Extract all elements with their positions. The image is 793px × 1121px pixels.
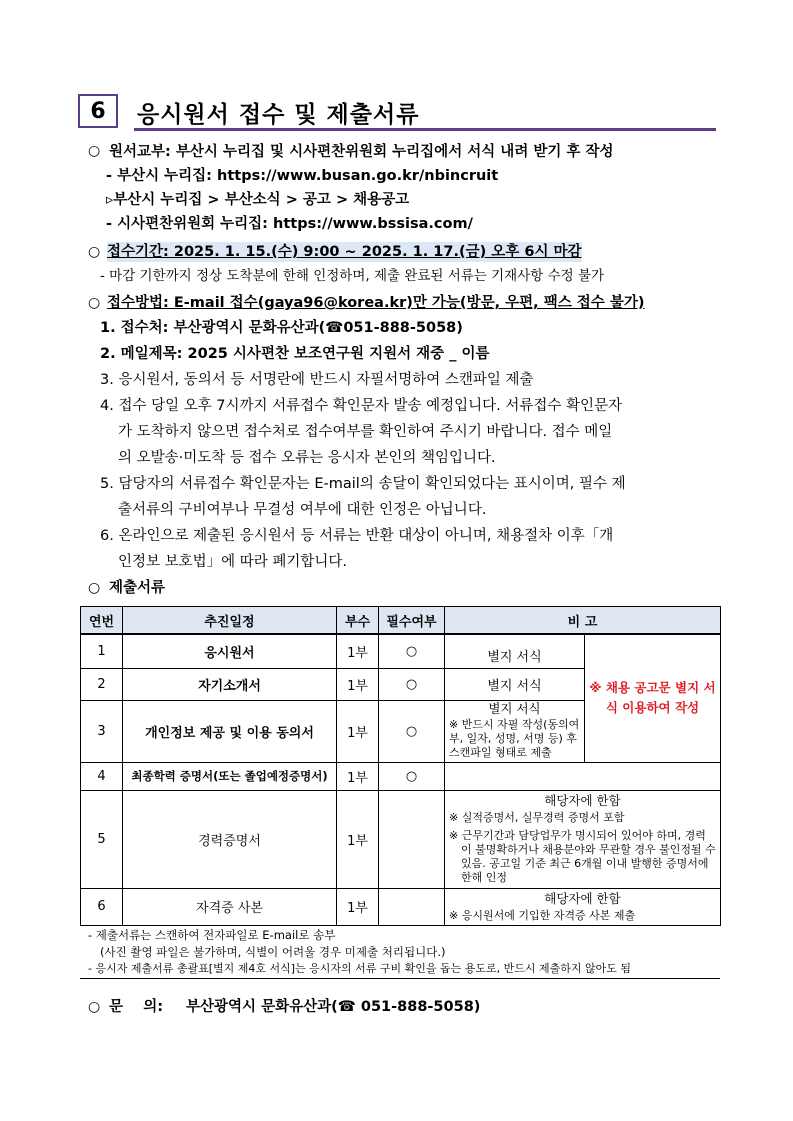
row-subnote: ※ 근무기간과 담당업무가 명시되어 있어야 하며, 경력이 불명확하거나 채용분야와 무관할 경우 불인정될 수 있음. 공고일 기준 최근 6개월 이내 발행한 증명서에 한해 인정 xyxy=(449,829,716,884)
row-copies: 1부 xyxy=(337,700,379,762)
col-header-no: 연번 xyxy=(81,607,123,635)
section-title: 응시원서 접수 및 제출서류 xyxy=(137,102,420,128)
footnote-1: - 제출서류는 스캔하여 전자파일로 E-mail로 송부 xyxy=(88,928,336,942)
row-no: 5 xyxy=(81,790,123,888)
documents-table xyxy=(80,606,721,926)
row-no: 1 xyxy=(81,634,123,668)
method-item-6-cont: 인정보 보호법」에 따라 폐기합니다. xyxy=(118,554,348,570)
bssisa-site-link[interactable]: - 시사편찬위원회 누리집: https://www.bssisa.com/ xyxy=(106,216,473,232)
circle-bullet-icon: ○ xyxy=(88,999,101,1015)
period-note: - 마감 기한까지 정상 도착분에 한해 인정하며, 제출 완료된 서류는 기재사항 수정 불가 xyxy=(100,268,605,284)
inquiry-contact: 부산광역시 문화유산과(☎ 051-888-5058) xyxy=(186,999,481,1015)
method-item-2: 2. 메일제목: 2025 시사편찬 보조연구원 지원서 재중 _ 이름 xyxy=(100,346,490,362)
row-note: 해당자에 한함 xyxy=(544,793,621,808)
row-required xyxy=(379,790,445,888)
row-no: 3 xyxy=(81,700,123,762)
red-note: ※ 채용 공고문 별지 서식 이용하여 작성 xyxy=(585,634,721,762)
footnote-divider xyxy=(80,978,720,979)
row-required: ○ xyxy=(379,762,445,790)
table-row xyxy=(81,762,721,790)
circle-bullet-icon: ○ xyxy=(88,143,101,159)
footnote-3: - 응시자 제출서류 총괄표[별지 제4호 서식]는 응시자의 서류 구비 확인을 돕는 용도로, 반드시 제출하지 않아도 됨 xyxy=(88,962,632,975)
row-required: ○ xyxy=(379,700,445,762)
row-note: 별지 서식 xyxy=(445,668,585,700)
method-item-4-cont: 의 오발송·미도착 등 접수 오류는 응시자 본인의 책임입니다. xyxy=(118,450,496,466)
row-item: 개인정보 제공 및 이용 동의서 xyxy=(123,700,337,762)
documents-heading: 제출서류 xyxy=(109,580,166,596)
col-header-required: 필수여부 xyxy=(379,607,445,635)
row-copies: 1부 xyxy=(337,790,379,888)
row-no: 4 xyxy=(81,762,123,790)
row-item: 응시원서 xyxy=(123,634,337,668)
row-note: 해당자에 한함 xyxy=(544,890,621,906)
application-method: 접수방법: E-mail 접수(gaya96@korea.kr)만 가능(방문, 우편, 팩스 접수 불가) xyxy=(107,295,645,311)
form-distribution: 원서교부: 부산시 누리집 및 시사편찬위원회 누리집에서 서식 내려 받기 후 작성 xyxy=(109,144,614,160)
application-period: 접수기간: 2025. 1. 15.(수) 9:00 ~ 2025. 1. 17.(금) 오후 6시 마감 xyxy=(107,244,582,260)
row-note: 별지 서식 xyxy=(488,700,541,716)
row-copies: 1부 xyxy=(337,634,379,668)
table-row xyxy=(81,634,721,668)
row-subnote: ※ 반드시 자필 작성(동의여부, 일자, 성명, 서명 등) 후 스캔파일 형태로 제출 xyxy=(449,717,580,759)
row-item: 자격증 사본 xyxy=(123,888,337,925)
circle-bullet-icon: ○ xyxy=(88,244,101,260)
table-row xyxy=(81,888,721,925)
section-number: 6 xyxy=(78,94,118,128)
method-item-4: 4. 접수 당일 오후 7시까지 서류접수 확인문자 발송 예정입니다. 서류접수 확인문자 xyxy=(100,398,622,414)
table-row xyxy=(81,790,721,888)
row-no: 6 xyxy=(81,888,123,925)
circle-bullet-icon: ○ xyxy=(88,580,101,596)
row-item: 경력증명서 xyxy=(123,790,337,888)
col-header-item: 추진일정 xyxy=(123,607,337,635)
busan-site-path: ▹부산시 누리집 > 부산소식 > 공고 > 채용공고 xyxy=(106,192,410,208)
footnote-2: (사진 촬영 파일은 불가하며, 식별이 어려울 경우 미제출 처리됩니다.) xyxy=(100,945,446,959)
method-item-5: 5. 담당자의 서류접수 확인문자는 E-mail의 송달이 확인되었다는 표시이며, 필수 제 xyxy=(100,476,626,492)
row-subnote: ※ 응시원서에 기입한 자격증 사본 제출 xyxy=(449,908,636,922)
row-required xyxy=(379,888,445,925)
circle-bullet-icon: ○ xyxy=(88,295,101,311)
col-header-copies: 부수 xyxy=(337,607,379,635)
row-note xyxy=(445,762,721,790)
section-underline xyxy=(134,128,716,131)
row-note: 별지 서식 xyxy=(445,634,585,668)
method-item-6: 6. 온라인으로 제출된 응시원서 등 서류는 반환 대상이 아니며, 채용절차 이후「개 xyxy=(100,528,614,544)
row-no: 2 xyxy=(81,668,123,700)
table-header-row xyxy=(81,607,721,635)
method-item-1: 1. 접수처: 부산광역시 문화유산과(☎051-888-5058) xyxy=(100,320,463,336)
method-item-3: 3. 응시원서, 동의서 등 서명란에 반드시 자필서명하여 스캔파일 제출 xyxy=(100,372,534,388)
busan-site-link[interactable]: - 부산시 누리집: https://www.busan.go.kr/nbincruit xyxy=(106,168,499,184)
row-subnote: ※ 실적증명서, 실무경력 증명서 포함 xyxy=(449,811,625,824)
row-required: ○ xyxy=(379,668,445,700)
method-item-4-cont: 가 도착하지 않으면 접수처로 접수여부를 확인하여 주시기 바랍니다. 접수 메일 xyxy=(118,424,613,440)
row-required: ○ xyxy=(379,634,445,668)
row-item: 최종학력 증명서(또는 졸업예정증명서) xyxy=(123,762,337,790)
method-item-5-cont: 출서류의 구비여부나 무결성 여부에 대한 인정은 아닙니다. xyxy=(118,502,487,518)
col-header-note: 비 고 xyxy=(445,607,721,635)
row-copies: 1부 xyxy=(337,668,379,700)
row-item: 자기소개서 xyxy=(123,668,337,700)
inquiry-label: 문 의: xyxy=(109,999,164,1015)
row-copies: 1부 xyxy=(337,888,379,925)
row-copies: 1부 xyxy=(337,762,379,790)
